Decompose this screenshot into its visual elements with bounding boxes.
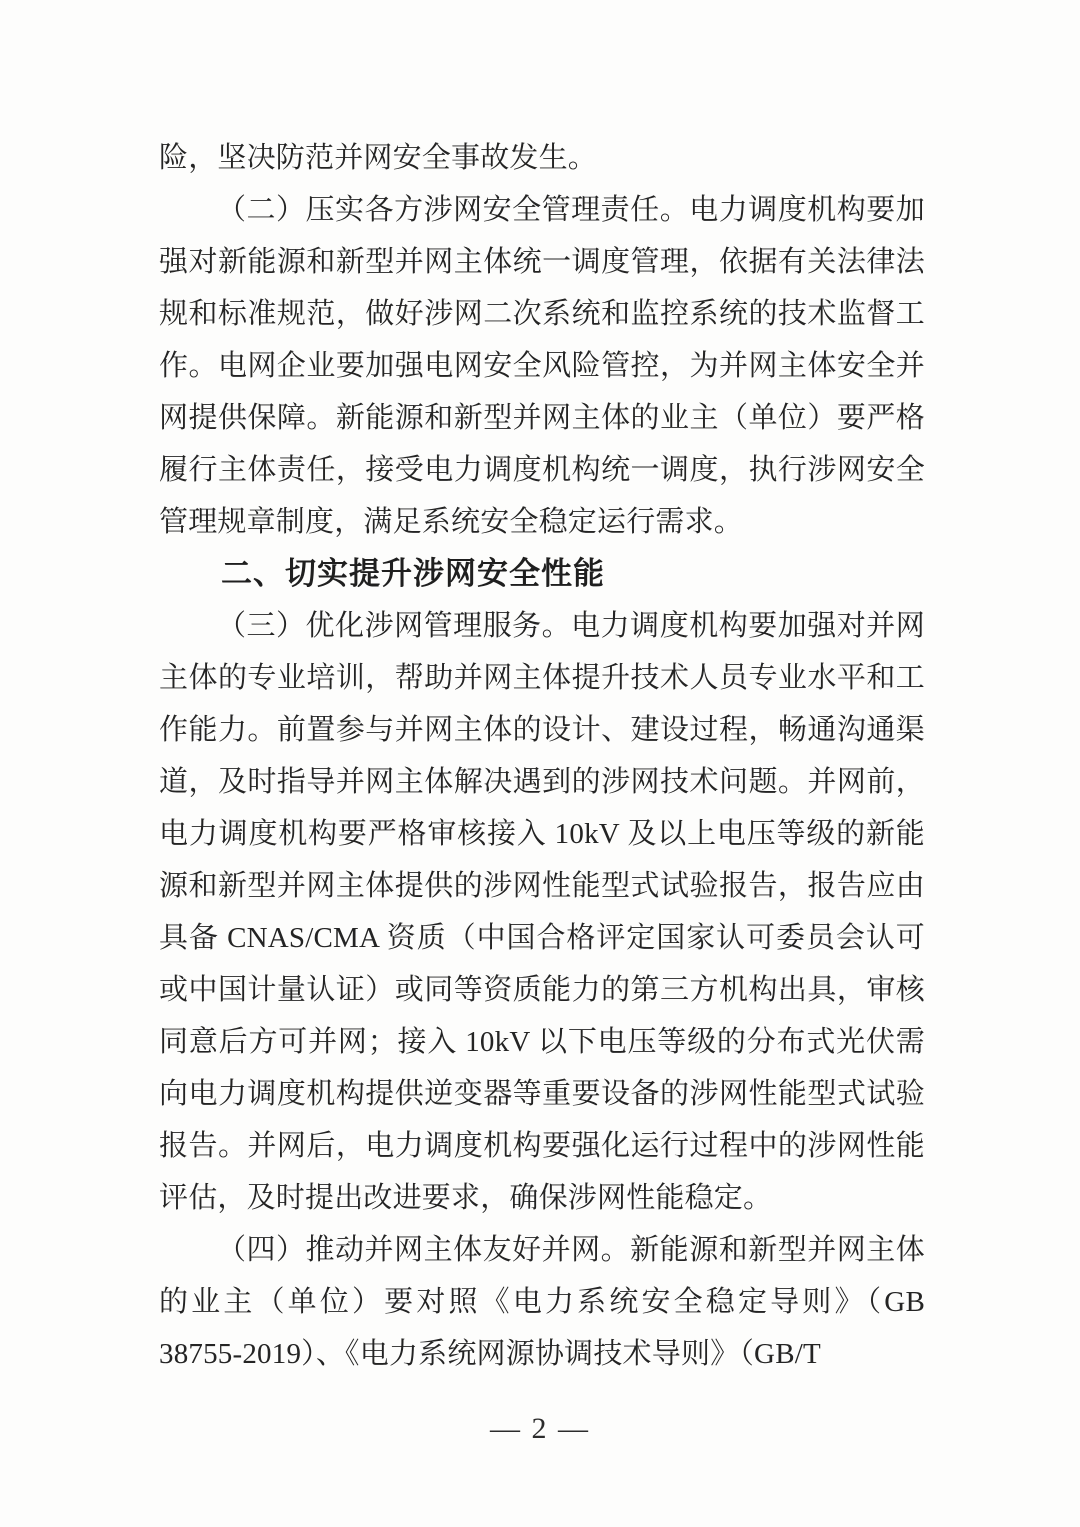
paragraph-text: 新能源和新型并网主体的业主（单位）要对照《电力系统安全稳定导则》（GB 38755-2019）、《电力系统网源协调技术导则》（GB/T <box>159 1234 925 1370</box>
paragraph-lead: （二）压实各方涉网安全管理责任。 <box>217 194 690 226</box>
page-number <box>0 1412 1080 1446</box>
paragraph-item-4 <box>159 1224 925 1380</box>
paragraph-item-2 <box>159 184 925 548</box>
page-number-text: — 2 — <box>490 1412 590 1445</box>
section-heading: 二、切实提升涉网安全性能 <box>221 556 605 591</box>
paragraph-lead: （三）优化涉网管理服务。 <box>217 610 572 642</box>
paragraph-text: 电力调度机构要加强对新能源和新型并网主体统一调度管理，依据有关法律法规和标准规范，做好涉网二次系统和监控系统的技术监督工作。电网企业要加强电网安全风险管控，为并网主体安全并网提供保障。新能源和新型并网主体的业主（单位）要严格履行主体责任，接受电力调度机构统一调度，执行涉网安全管理规章制度，满足系统安全稳定运行需求。 <box>159 194 925 538</box>
paragraph-text: 电力调度机构要加强对并网主体的专业培训，帮助并网主体提升技术人员专业水平和工作能力。前置参与并网主体的设计、建设过程，畅通沟通渠道，及时指导并网主体解决遇到的涉网技术问题。并网前，电力调度机构要严格审核接入 10kV 及以上电压等级的新能源和新型并网主体提供的涉网性能型式试验报告，报告应由具备 CNAS/CMA 资质（中国合格评定国家认可委员会认可或中国计量认证）或同等资质能力的第三方机构出具，审核同意后方可并网；接入 10kV 以下电压等级的分布式光伏需向电力调度机构提供逆变器等重要设备的涉网性能型式试验报告。并网后，电力调度机构要强化运行过程中的涉网性能评估，及时提出改进要求，确保涉网性能稳定。 <box>159 610 925 1214</box>
paragraph-item-3 <box>159 600 925 1224</box>
paragraph-text: 险，坚决防范并网安全事故发生。 <box>159 142 598 174</box>
paragraph-lead: （四）推动并网主体友好并网。 <box>217 1234 631 1266</box>
document-body <box>159 132 925 1380</box>
paragraph-continuation <box>159 132 925 184</box>
